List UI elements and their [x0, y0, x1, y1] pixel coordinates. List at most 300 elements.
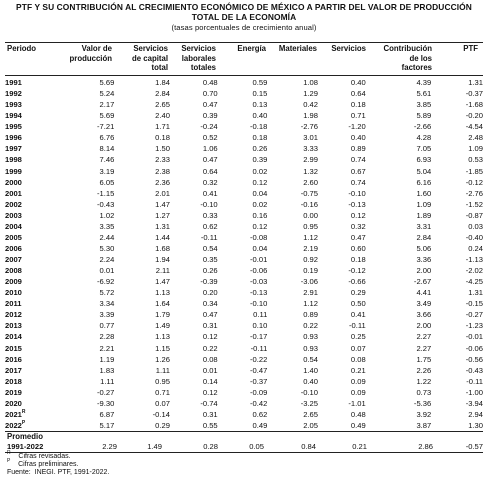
- table-title-line1: PTF Y SU CONTRIBUCIÓN AL CRECIMIENTO ECONÓMICO DE MÉXICO A PARTIR DEL VALOR DE PRODUCCIÓN: [16, 2, 472, 12]
- value-cell: -0.13: [250, 288, 268, 298]
- table-row: [5, 420, 483, 431]
- value-cell: 0.54: [202, 243, 218, 253]
- value-cell: 7.05: [416, 144, 432, 154]
- value-cell: -0.03: [250, 277, 268, 287]
- year-cell: 2018: [5, 376, 22, 386]
- table-row: [5, 88, 483, 99]
- value-cell: 1.83: [99, 365, 115, 375]
- value-cell: 0.42: [303, 100, 318, 110]
- value-cell: 2.21: [99, 343, 115, 353]
- value-cell: 0.18: [350, 100, 366, 110]
- value-cell: 0.16: [252, 210, 268, 220]
- header-contribucion: Contribución de los factores: [383, 44, 432, 72]
- value-cell: 5.61: [416, 89, 432, 99]
- value-cell: 2.00: [416, 321, 432, 331]
- value-cell: -0.10: [300, 387, 318, 397]
- value-cell: 0.32: [202, 177, 218, 187]
- value-cell: 2.99: [303, 155, 318, 165]
- table-row: [5, 320, 483, 331]
- value-cell: 1.98: [303, 111, 318, 121]
- value-cell: 5.24: [99, 89, 115, 99]
- value-cell: -0.14: [152, 409, 170, 419]
- value-cell: 0.35: [202, 255, 218, 264]
- value-cell: 2.24: [99, 255, 115, 264]
- value-cell: 0.10: [252, 321, 268, 331]
- value-cell: 0.47: [202, 310, 218, 320]
- value-cell: 3.87: [416, 420, 432, 430]
- value-cell: -0.10: [250, 299, 268, 309]
- table-row: [5, 343, 483, 354]
- value-cell: 1.68: [155, 243, 170, 253]
- value-cell: -3.06: [300, 277, 318, 287]
- average-cell: 0.05: [249, 442, 264, 451]
- average-cell: 2.86: [418, 442, 433, 451]
- table-row: [5, 365, 483, 376]
- value-cell: 0.12: [252, 177, 268, 187]
- value-cell: -0.11: [348, 321, 366, 331]
- value-cell: 0.93: [303, 343, 318, 353]
- value-cell: 8.14: [99, 144, 115, 154]
- value-cell: 5.30: [99, 243, 115, 253]
- value-cell: 0.40: [303, 376, 318, 386]
- value-cell: 2.94: [468, 409, 483, 419]
- value-cell: 3.66: [416, 310, 432, 320]
- header-valor: Valor de producción: [69, 44, 112, 63]
- table-row: [5, 77, 483, 88]
- value-cell: -7.21: [97, 122, 115, 132]
- table-row: [5, 331, 483, 342]
- value-cell: -0.56: [465, 354, 483, 364]
- table-row: [5, 221, 483, 232]
- value-cell: -0.27: [97, 387, 115, 397]
- value-cell: 0.26: [202, 266, 218, 276]
- year-cell: 2001: [5, 188, 22, 198]
- value-cell: 0.48: [350, 409, 366, 419]
- value-cell: 1.09: [416, 199, 432, 209]
- average-cell: 1.49: [147, 442, 162, 451]
- year-cell: 2017: [5, 365, 22, 375]
- value-cell: 0.74: [350, 177, 366, 187]
- table-row: [5, 376, 483, 387]
- year-cell: 2020: [5, 398, 22, 408]
- value-cell: -0.11: [466, 376, 483, 386]
- value-cell: -0.87: [465, 210, 483, 220]
- value-cell: 3.01: [303, 133, 318, 143]
- value-cell: 1.08: [303, 78, 318, 87]
- year-cell: $2022^P$: [5, 419, 26, 430]
- value-cell: 1.50: [155, 144, 170, 154]
- value-cell: 0.12: [350, 210, 366, 220]
- table-row: [5, 199, 483, 210]
- value-cell: 0.12: [252, 221, 268, 231]
- value-cell: 2.26: [416, 365, 432, 375]
- year-cell: 2015: [5, 343, 22, 353]
- table-row: [5, 387, 483, 398]
- footnote-preliminary: $^P$ Cifras preliminares.: [7, 458, 79, 468]
- value-cell: 0.03: [468, 221, 483, 231]
- value-cell: 5.72: [99, 288, 115, 298]
- value-cell: 5.69: [99, 111, 115, 121]
- value-cell: 2.65: [155, 100, 170, 110]
- value-cell: -1.85: [465, 166, 483, 176]
- value-cell: -0.06: [250, 266, 268, 276]
- average-label: Promedio: [7, 432, 43, 441]
- data-table: [5, 77, 483, 431]
- value-cell: 5.89: [416, 111, 432, 121]
- value-cell: 6.87: [99, 409, 115, 419]
- value-cell: 0.40: [252, 111, 268, 121]
- year-cell: 2016: [5, 354, 22, 364]
- value-cell: -0.10: [348, 188, 366, 198]
- header-laborales: Servicios laborales totales: [181, 44, 216, 72]
- value-cell: 0.24: [468, 243, 483, 253]
- value-cell: 2.84: [416, 232, 432, 242]
- table-row: [5, 287, 483, 298]
- value-cell: -4.25: [465, 277, 483, 287]
- value-cell: 0.21: [350, 365, 366, 375]
- value-cell: 0.02: [252, 199, 268, 209]
- year-cell: 2010: [5, 288, 22, 298]
- value-cell: 0.15: [252, 89, 268, 99]
- value-cell: 0.41: [350, 310, 366, 320]
- value-cell: -0.39: [200, 277, 218, 287]
- value-cell: 4.41: [416, 288, 432, 298]
- value-cell: -0.08: [250, 232, 268, 242]
- value-cell: 1.31: [468, 78, 483, 87]
- year-cell: 1993: [5, 100, 22, 110]
- value-cell: 0.22: [303, 321, 318, 331]
- value-cell: -0.47: [250, 365, 268, 375]
- value-cell: 4.28: [416, 133, 432, 143]
- year-cell: 1998: [5, 155, 22, 165]
- value-cell: -0.43: [465, 365, 483, 375]
- value-cell: -2.76: [465, 188, 483, 198]
- value-cell: 1.30: [468, 420, 483, 430]
- value-cell: -0.17: [250, 332, 268, 342]
- value-cell: 1.29: [303, 89, 318, 99]
- value-cell: 2.91: [303, 288, 318, 298]
- value-cell: 1.94: [155, 255, 170, 264]
- value-cell: -0.27: [465, 310, 483, 320]
- value-cell: 3.85: [416, 100, 432, 110]
- value-cell: 2.36: [155, 177, 170, 187]
- value-cell: 1.13: [155, 332, 170, 342]
- value-cell: 2.33: [155, 155, 170, 165]
- value-cell: 1.11: [100, 376, 115, 386]
- value-cell: 0.32: [350, 221, 366, 231]
- value-cell: 3.34: [99, 299, 115, 309]
- table-row: [5, 232, 483, 243]
- value-cell: 0.89: [303, 310, 318, 320]
- value-cell: 0.71: [350, 111, 366, 121]
- value-cell: -1.68: [465, 100, 483, 110]
- value-cell: 0.60: [350, 243, 366, 253]
- table-row: [5, 409, 483, 420]
- value-cell: 6.05: [99, 177, 115, 187]
- value-cell: 0.29: [350, 288, 366, 298]
- value-cell: 0.59: [252, 78, 268, 87]
- value-cell: 1.71: [155, 122, 170, 132]
- year-cell: 1996: [5, 133, 22, 143]
- value-cell: 0.07: [350, 343, 366, 353]
- value-cell: 0.49: [252, 420, 268, 430]
- header-energia: Energía: [237, 44, 266, 53]
- value-cell: 1.13: [155, 288, 170, 298]
- value-cell: 0.62: [252, 409, 268, 419]
- table-row: [5, 143, 483, 154]
- value-cell: 0.71: [155, 387, 170, 397]
- value-cell: 0.01: [202, 365, 218, 375]
- year-cell: 2012: [5, 310, 22, 320]
- value-cell: 1.47: [155, 277, 170, 287]
- year-cell: 2005: [5, 232, 22, 242]
- value-cell: 0.39: [252, 155, 268, 165]
- value-cell: -3.94: [465, 398, 483, 408]
- year-cell: 1997: [5, 144, 22, 154]
- year-cell: 1991: [5, 78, 22, 87]
- value-cell: 0.55: [202, 420, 218, 430]
- value-cell: -0.13: [348, 199, 366, 209]
- value-cell: 1.40: [303, 365, 318, 375]
- value-cell: 0.92: [303, 255, 318, 264]
- value-cell: 6.93: [416, 155, 432, 165]
- table-row: [5, 243, 483, 254]
- value-cell: -1.13: [465, 255, 483, 264]
- value-cell: -0.12: [348, 266, 366, 276]
- table-row: [5, 265, 483, 276]
- value-cell: 6.16: [416, 177, 432, 187]
- value-cell: 0.08: [350, 354, 366, 364]
- value-cell: 5.17: [99, 420, 115, 430]
- value-cell: 1.79: [155, 310, 170, 320]
- header-top-rule: [5, 42, 483, 43]
- value-cell: -0.42: [250, 398, 268, 408]
- value-cell: 1.84: [155, 78, 170, 87]
- value-cell: -0.22: [250, 354, 268, 364]
- table-row: [5, 166, 483, 177]
- value-cell: 2.05: [303, 420, 318, 430]
- value-cell: 1.06: [202, 144, 218, 154]
- header-bottom-rule: [5, 75, 483, 76]
- value-cell: -0.40: [465, 232, 483, 242]
- year-cell: 1995: [5, 122, 22, 132]
- value-cell: 1.60: [416, 188, 432, 198]
- value-cell: -9.30: [97, 398, 115, 408]
- table-row: [5, 99, 483, 110]
- table-row: [5, 210, 483, 221]
- table-row: [5, 132, 483, 143]
- average-top-rule: [5, 431, 483, 432]
- value-cell: 1.49: [155, 321, 170, 331]
- value-cell: 0.95: [303, 221, 318, 231]
- table-row: [5, 254, 483, 265]
- year-cell: 2014: [5, 332, 22, 342]
- average-cell: 0.84: [301, 442, 316, 451]
- value-cell: 0.14: [202, 376, 218, 386]
- value-cell: -2.02: [465, 266, 483, 276]
- value-cell: -0.09: [250, 387, 268, 397]
- year-cell: 1999: [5, 166, 22, 176]
- table-row: [5, 188, 483, 199]
- table-title-line2: TOTAL DE LA ECONOMÍA: [191, 12, 297, 22]
- value-cell: 5.06: [416, 243, 432, 253]
- value-cell: 2.38: [155, 166, 170, 176]
- value-cell: 0.31: [202, 409, 218, 419]
- average-period: 1991-2022: [7, 442, 44, 451]
- year-cell: 1994: [5, 111, 22, 121]
- value-cell: 0.40: [350, 78, 366, 87]
- value-cell: 0.01: [99, 266, 115, 276]
- year-cell: 2008: [5, 266, 22, 276]
- value-cell: 0.00: [303, 210, 318, 220]
- value-cell: 3.31: [416, 221, 432, 231]
- value-cell: 0.25: [350, 332, 366, 342]
- value-cell: -0.11: [250, 343, 268, 353]
- year-cell: 1992: [5, 89, 22, 99]
- average-cell: 0.21: [352, 442, 367, 451]
- value-cell: 0.89: [350, 144, 366, 154]
- value-cell: 2.60: [303, 177, 318, 187]
- value-cell: -4.54: [465, 122, 483, 132]
- year-cell: 2000: [5, 177, 22, 187]
- value-cell: 3.19: [99, 166, 115, 176]
- average-cell: 0.28: [203, 442, 218, 451]
- value-cell: -0.37: [250, 376, 268, 386]
- value-cell: 0.53: [468, 155, 483, 165]
- value-cell: 0.07: [155, 398, 170, 408]
- year-cell: 2002: [5, 199, 22, 209]
- value-cell: 0.33: [202, 210, 218, 220]
- year-cell: 2011: [5, 299, 22, 309]
- value-cell: 2.17: [99, 100, 115, 110]
- value-cell: 0.18: [155, 133, 170, 143]
- value-cell: 2.44: [99, 232, 115, 242]
- value-cell: 0.19: [303, 266, 318, 276]
- value-cell: 7.46: [99, 155, 115, 165]
- value-cell: 0.22: [202, 343, 218, 353]
- value-cell: 2.28: [99, 332, 115, 342]
- value-cell: 1.02: [99, 210, 115, 220]
- table-subtitle: (tasas porcentuales de crecimiento anual): [171, 23, 317, 32]
- value-cell: -0.10: [200, 199, 218, 209]
- table-row: [5, 354, 483, 365]
- value-cell: 0.04: [252, 188, 268, 198]
- value-cell: -0.20: [465, 111, 483, 121]
- table-row: [5, 154, 483, 165]
- value-cell: -2.76: [300, 122, 318, 132]
- value-cell: -1.01: [348, 398, 366, 408]
- value-cell: -2.67: [413, 277, 432, 287]
- value-cell: 0.09: [350, 387, 366, 397]
- value-cell: 1.47: [155, 199, 170, 209]
- value-cell: 0.93: [303, 332, 318, 342]
- value-cell: 1.22: [416, 376, 432, 386]
- header-periodo: Periodo: [7, 44, 37, 53]
- value-cell: 0.34: [202, 299, 218, 309]
- value-cell: 1.26: [155, 354, 170, 364]
- footnote-source: Fuente: INEGI. PTF, 1991-2022.: [7, 469, 110, 476]
- value-cell: -1.15: [97, 188, 115, 198]
- value-cell: 0.47: [202, 100, 218, 110]
- value-cell: -0.43: [97, 199, 115, 209]
- value-cell: 2.48: [468, 133, 483, 143]
- year-cell: 2019: [5, 387, 22, 397]
- value-cell: 0.20: [202, 288, 218, 298]
- value-cell: 0.74: [350, 155, 366, 165]
- value-cell: 0.70: [202, 89, 218, 99]
- table-row: [5, 110, 483, 121]
- value-cell: -1.20: [348, 122, 366, 132]
- value-cell: 0.39: [202, 111, 218, 121]
- value-cell: 0.31: [202, 321, 218, 331]
- value-cell: 1.89: [416, 210, 432, 220]
- table-row: [5, 276, 483, 287]
- value-cell: 0.26: [252, 144, 268, 154]
- average-cell: -0.57: [465, 442, 483, 451]
- table-row: [5, 177, 483, 188]
- value-cell: 0.12: [202, 387, 218, 397]
- value-cell: 0.64: [202, 166, 218, 176]
- value-cell: 0.12: [202, 332, 218, 342]
- value-cell: 2.27: [416, 332, 432, 342]
- value-cell: -0.24: [200, 122, 218, 132]
- value-cell: -0.37: [465, 89, 483, 99]
- value-cell: -0.12: [465, 177, 483, 187]
- value-cell: -0.74: [200, 398, 218, 408]
- table-row: [5, 309, 483, 320]
- value-cell: 0.95: [155, 376, 170, 386]
- value-cell: 0.62: [202, 221, 218, 231]
- value-cell: 2.27: [416, 343, 432, 353]
- value-cell: 2.11: [155, 266, 170, 276]
- year-cell: 2004: [5, 221, 22, 231]
- value-cell: -1.00: [465, 387, 483, 397]
- footnote-revised: $^R$ Cifras revisadas.: [7, 450, 71, 460]
- value-cell: -0.11: [200, 232, 218, 242]
- value-cell: 0.64: [350, 89, 366, 99]
- value-cell: -5.36: [413, 398, 432, 408]
- value-cell: 2.19: [303, 243, 318, 253]
- year-cell: 2006: [5, 243, 22, 253]
- value-cell: 1.27: [155, 210, 170, 220]
- average-bottom-rule: [5, 452, 483, 453]
- value-cell: 1.75: [416, 354, 432, 364]
- value-cell: 0.18: [252, 133, 268, 143]
- value-cell: 0.48: [202, 78, 218, 87]
- year-cell: 2003: [5, 210, 22, 220]
- value-cell: 1.32: [303, 166, 318, 176]
- header-ptf: PTF: [463, 44, 478, 53]
- value-cell: 0.08: [202, 354, 218, 364]
- value-cell: 0.41: [202, 188, 218, 198]
- table-row: [5, 398, 483, 409]
- value-cell: 0.29: [155, 420, 170, 430]
- value-cell: 0.47: [202, 155, 218, 165]
- value-cell: 0.18: [350, 255, 366, 264]
- value-cell: 3.39: [99, 310, 115, 320]
- value-cell: -1.23: [465, 321, 483, 331]
- value-cell: 2.00: [416, 266, 432, 276]
- value-cell: 1.64: [155, 299, 170, 309]
- value-cell: 0.52: [202, 133, 218, 143]
- value-cell: 2.65: [303, 409, 318, 419]
- value-cell: 0.47: [350, 232, 366, 242]
- value-cell: 3.36: [416, 255, 432, 264]
- table-row: [5, 121, 483, 132]
- value-cell: 1.11: [155, 365, 170, 375]
- value-cell: -0.75: [300, 188, 318, 198]
- value-cell: 5.69: [99, 78, 115, 87]
